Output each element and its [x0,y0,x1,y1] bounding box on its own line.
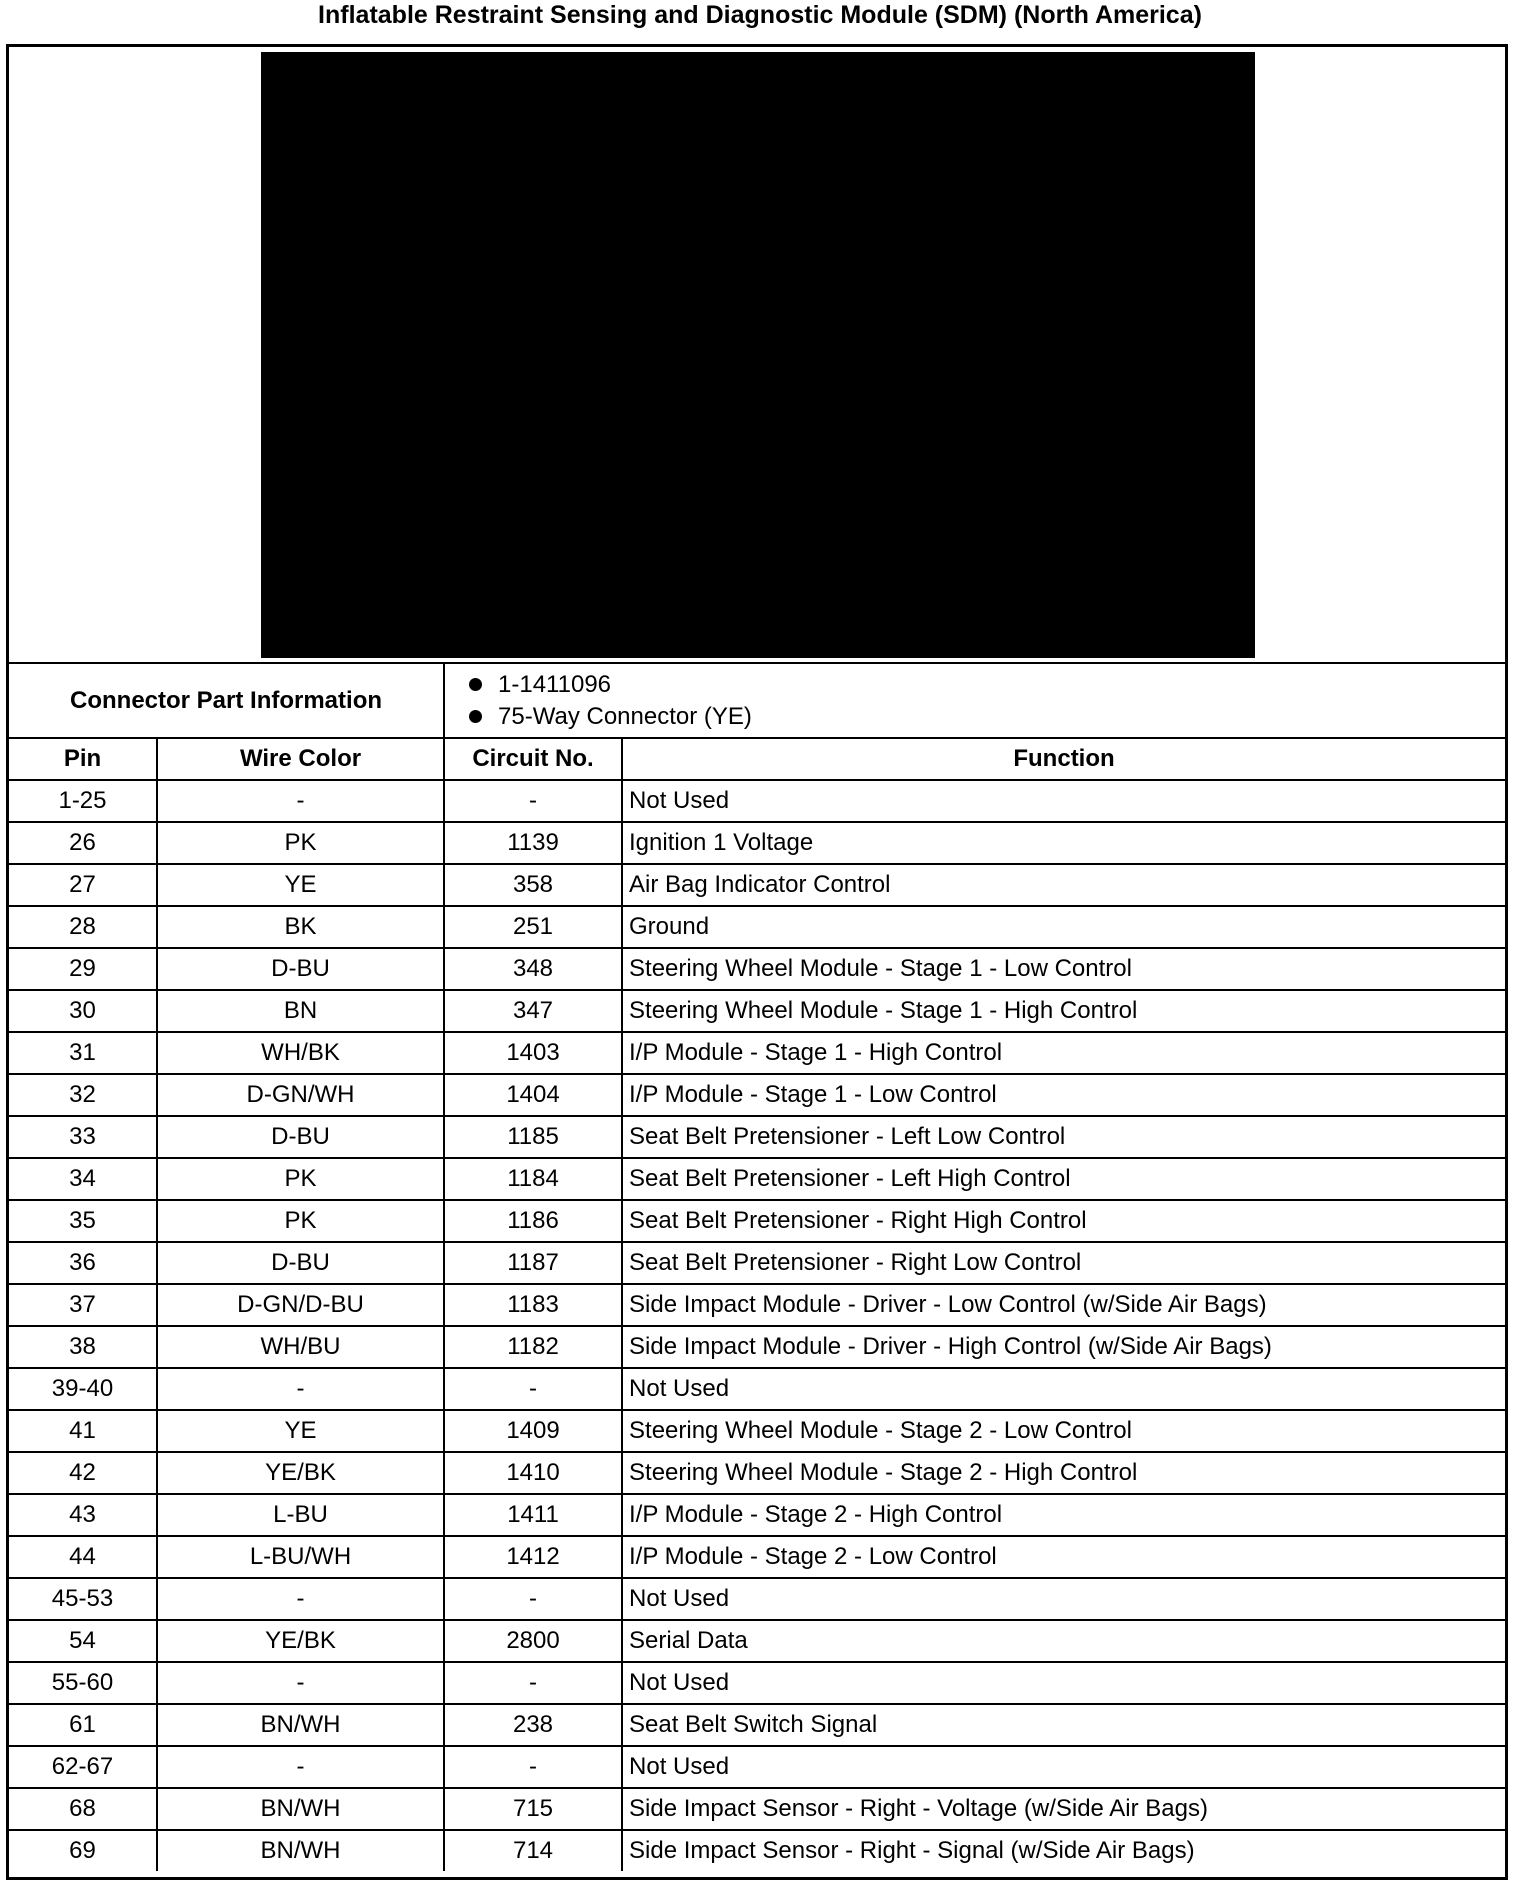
wire-color-cell: D-GN/D-BU [157,1284,444,1326]
circuit-cell: 1403 [444,1032,622,1074]
table-row [9,1830,1505,1871]
function-cell: Seat Belt Pretensioner - Left Low Control [622,1116,1505,1158]
function-cell: Side Impact Sensor - Right - Signal (w/Side Air Bags) [622,1830,1505,1871]
table-header-row [9,738,1505,780]
connector-description: 75-Way Connector (YE) [498,702,752,730]
connector-part-number: 1-1411096 [498,670,612,698]
pin-cell: 44 [9,1536,157,1578]
wire-color-cell: - [157,1662,444,1704]
connector-image-area [9,47,1505,664]
wire-color-cell: - [157,780,444,822]
wire-color-cell: BK [157,906,444,948]
wire-color-cell: L-BU/WH [157,1536,444,1578]
pin-cell: 55-60 [9,1662,157,1704]
pin-cell: 61 [9,1704,157,1746]
table-row [9,1704,1505,1746]
function-cell: I/P Module - Stage 1 - Low Control [622,1074,1505,1116]
circuit-cell: 1411 [444,1494,622,1536]
function-cell: Serial Data [622,1620,1505,1662]
circuit-cell: 1184 [444,1158,622,1200]
column-header-pin: Pin [9,738,157,780]
pin-cell: 26 [9,822,157,864]
circuit-cell: 1139 [444,822,622,864]
wire-color-cell: YE/BK [157,1620,444,1662]
table-row [9,948,1505,990]
function-cell: Side Impact Module - Driver - Low Control (w/Side Air Bags) [622,1284,1505,1326]
pinout-table [9,664,1505,1871]
wire-color-cell: BN/WH [157,1830,444,1871]
wire-color-cell: YE/BK [157,1452,444,1494]
function-cell: I/P Module - Stage 2 - Low Control [622,1536,1505,1578]
pin-cell: 62-67 [9,1746,157,1788]
table-row [9,1536,1505,1578]
connector-part-info-row [9,664,1505,738]
wire-color-cell: L-BU [157,1494,444,1536]
table-row [9,1746,1505,1788]
function-cell: Seat Belt Pretensioner - Right High Control [622,1200,1505,1242]
circuit-cell: 714 [444,1830,622,1871]
wire-color-cell: D-BU [157,1242,444,1284]
wire-color-cell: BN/WH [157,1704,444,1746]
function-cell: Not Used [622,780,1505,822]
circuit-cell: 347 [444,990,622,1032]
function-cell: Not Used [622,1578,1505,1620]
function-cell: Side Impact Sensor - Right - Voltage (w/Side Air Bags) [622,1788,1505,1830]
connector-part-info-label: Connector Part Information [9,664,444,738]
table-row [9,906,1505,948]
table-row [9,1662,1505,1704]
circuit-cell: 1404 [444,1074,622,1116]
column-header-function: Function [622,738,1505,780]
circuit-cell: 1185 [444,1116,622,1158]
connector-document-frame [6,44,1508,1880]
pin-cell: 39-40 [9,1368,157,1410]
wire-color-cell: YE [157,864,444,906]
function-cell: Not Used [622,1662,1505,1704]
table-row [9,1032,1505,1074]
function-cell: Ground [622,906,1505,948]
function-cell: Steering Wheel Module - Stage 1 - High Control [622,990,1505,1032]
circuit-cell: 251 [444,906,622,948]
table-row [9,1200,1505,1242]
pin-cell: 31 [9,1032,157,1074]
wire-color-cell: - [157,1746,444,1788]
circuit-cell: 1412 [444,1536,622,1578]
pin-cell: 69 [9,1830,157,1871]
pin-cell: 28 [9,906,157,948]
pin-cell: 37 [9,1284,157,1326]
wire-color-cell: - [157,1578,444,1620]
page-title: Inflatable Restraint Sensing and Diagnostic Module (SDM) (North America) [318,1,1202,29]
table-row [9,1620,1505,1662]
function-cell: Air Bag Indicator Control [622,864,1505,906]
function-cell: Seat Belt Pretensioner - Left High Control [622,1158,1505,1200]
function-cell: Steering Wheel Module - Stage 2 - High Control [622,1452,1505,1494]
pin-cell: 32 [9,1074,157,1116]
pin-cell: 29 [9,948,157,990]
circuit-cell: 348 [444,948,622,990]
table-row [9,864,1505,906]
function-cell: I/P Module - Stage 1 - High Control [622,1032,1505,1074]
wire-color-cell: WH/BK [157,1032,444,1074]
pin-cell: 34 [9,1158,157,1200]
table-row [9,822,1505,864]
pin-cell: 30 [9,990,157,1032]
function-cell: Seat Belt Pretensioner - Right Low Control [622,1242,1505,1284]
table-row [9,1158,1505,1200]
column-header-wire-color: Wire Color [157,738,444,780]
connector-image [261,52,1255,658]
table-row [9,1368,1505,1410]
wire-color-cell: D-BU [157,948,444,990]
bullet-icon [469,678,482,691]
circuit-cell: 1187 [444,1242,622,1284]
table-row [9,1326,1505,1368]
pin-cell: 33 [9,1116,157,1158]
column-header-circuit: Circuit No. [444,738,622,780]
table-row [9,1788,1505,1830]
pin-cell: 54 [9,1620,157,1662]
wire-color-cell: YE [157,1410,444,1452]
table-row [9,1242,1505,1284]
circuit-cell: 238 [444,1704,622,1746]
pin-cell: 35 [9,1200,157,1242]
circuit-cell: 358 [444,864,622,906]
circuit-cell: - [444,1368,622,1410]
bullet-icon [469,710,482,723]
function-cell: Side Impact Module - Driver - High Control (w/Side Air Bags) [622,1326,1505,1368]
connector-part-item [469,701,1505,733]
connector-part-item [469,669,1505,701]
pin-cell: 42 [9,1452,157,1494]
table-row [9,780,1505,822]
circuit-cell: 1410 [444,1452,622,1494]
pin-cell: 41 [9,1410,157,1452]
circuit-cell: - [444,780,622,822]
function-cell: Seat Belt Switch Signal [622,1704,1505,1746]
circuit-cell: 1183 [444,1284,622,1326]
table-row [9,1494,1505,1536]
function-cell: Ignition 1 Voltage [622,822,1505,864]
table-row [9,1116,1505,1158]
circuit-cell: 715 [444,1788,622,1830]
pin-cell: 45-53 [9,1578,157,1620]
function-cell: Not Used [622,1368,1505,1410]
wire-color-cell: WH/BU [157,1326,444,1368]
pin-cell: 27 [9,864,157,906]
circuit-cell: 1409 [444,1410,622,1452]
connector-part-info-list [444,664,1505,738]
wire-color-cell: - [157,1368,444,1410]
function-cell: I/P Module - Stage 2 - High Control [622,1494,1505,1536]
table-row [9,1578,1505,1620]
table-row [9,1410,1505,1452]
circuit-cell: - [444,1746,622,1788]
function-cell: Not Used [622,1746,1505,1788]
function-cell: Steering Wheel Module - Stage 1 - Low Control [622,948,1505,990]
pin-cell: 38 [9,1326,157,1368]
table-row [9,1074,1505,1116]
wire-color-cell: PK [157,822,444,864]
table-row [9,1284,1505,1326]
table-row [9,990,1505,1032]
circuit-cell: - [444,1578,622,1620]
circuit-cell: - [444,1662,622,1704]
wire-color-cell: PK [157,1200,444,1242]
wire-color-cell: BN/WH [157,1788,444,1830]
circuit-cell: 1186 [444,1200,622,1242]
circuit-cell: 2800 [444,1620,622,1662]
circuit-cell: 1182 [444,1326,622,1368]
pin-cell: 1-25 [9,780,157,822]
wire-color-cell: D-GN/WH [157,1074,444,1116]
pin-cell: 68 [9,1788,157,1830]
pin-cell: 43 [9,1494,157,1536]
wire-color-cell: D-BU [157,1116,444,1158]
table-row [9,1452,1505,1494]
wire-color-cell: BN [157,990,444,1032]
wire-color-cell: PK [157,1158,444,1200]
pin-cell: 36 [9,1242,157,1284]
function-cell: Steering Wheel Module - Stage 2 - Low Control [622,1410,1505,1452]
